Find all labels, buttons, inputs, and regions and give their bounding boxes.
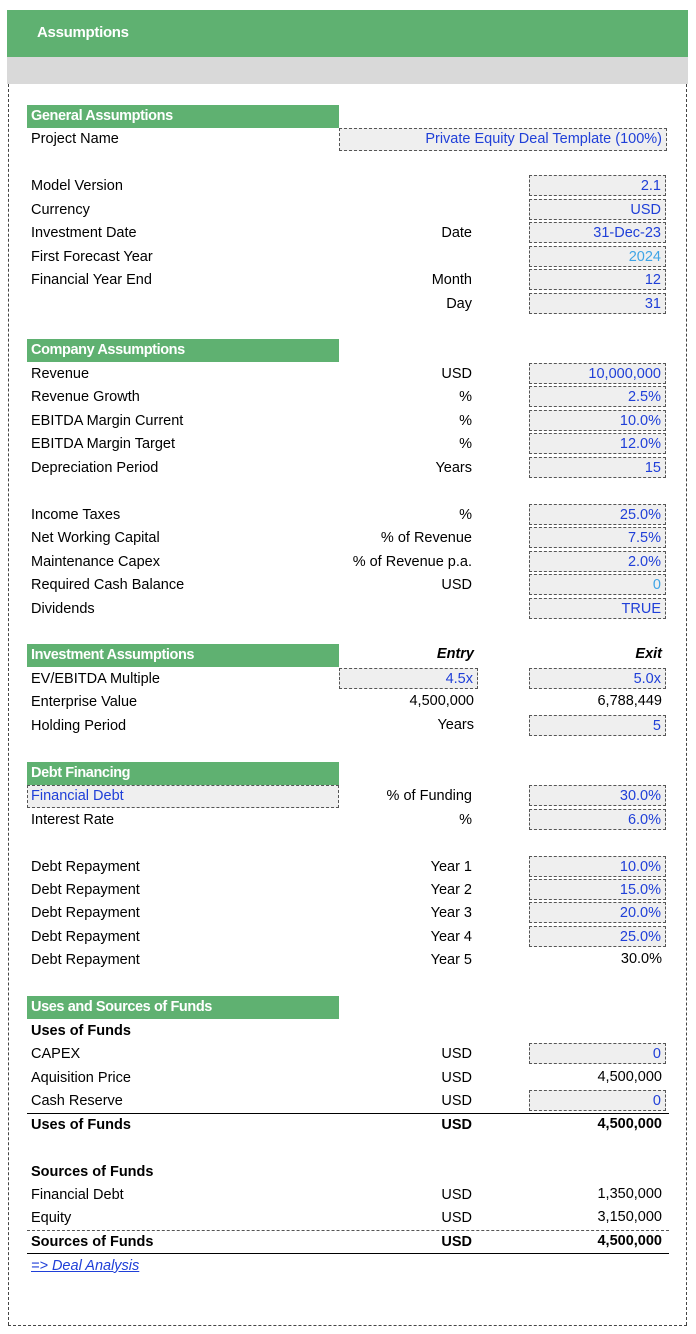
row-label: Holding Period xyxy=(31,718,127,734)
row-sources-title xyxy=(0,1161,696,1184)
row-unit: Year 3 xyxy=(430,905,472,921)
row-enterprise-value xyxy=(0,691,696,714)
source-debt-value: 1,350,000 xyxy=(597,1186,662,1202)
ebitda-margin-target-input[interactable]: 12.0% xyxy=(529,433,666,454)
row-label: Debt Repayment xyxy=(31,859,140,875)
row-label: Debt Repayment xyxy=(31,882,140,898)
section-debt-header: Debt Financing xyxy=(27,762,339,785)
row-dividends xyxy=(0,598,696,621)
row-label: Debt Repayment xyxy=(31,905,140,921)
row-holding-period xyxy=(0,715,696,738)
row-uses-total xyxy=(0,1114,696,1137)
depreciation-period-input[interactable]: 15 xyxy=(529,457,666,478)
sheet-title-bar xyxy=(7,10,688,57)
row-ebitda-margin-current xyxy=(0,410,696,433)
nwc-input[interactable]: 7.5% xyxy=(529,527,666,548)
row-unit: USD xyxy=(441,577,472,593)
row-model-version xyxy=(0,175,696,198)
section-investment-header: Investment Assumptions xyxy=(27,644,339,667)
holding-period-unit: Years xyxy=(437,717,474,733)
sources-total-value: 4,500,000 xyxy=(597,1233,662,1249)
row-label: CAPEX xyxy=(31,1046,81,1062)
row-unit: USD xyxy=(441,366,472,382)
repayment-year1-input[interactable]: 10.0% xyxy=(529,856,666,877)
row-label: Financial Debt xyxy=(31,1187,124,1203)
row-label: EBITDA Margin Current xyxy=(31,413,184,429)
row-unit: % of Revenue xyxy=(380,530,472,546)
row-unit: USD xyxy=(441,1187,472,1203)
row-unit: USD xyxy=(441,1093,472,1109)
header-band xyxy=(7,57,688,84)
row-debt-repayment-5 xyxy=(0,949,696,972)
acquisition-price-value: 4,500,000 xyxy=(597,1069,662,1085)
row-label: Currency xyxy=(31,202,90,218)
row-source-debt xyxy=(0,1184,696,1207)
sources-title: Sources of Funds xyxy=(31,1164,154,1180)
row-label: EV/EBITDA Multiple xyxy=(31,671,160,687)
row-label: Revenue Growth xyxy=(31,389,140,405)
uses-total-value: 4,500,000 xyxy=(597,1116,662,1132)
maintenance-capex-input[interactable]: 2.0% xyxy=(529,551,666,572)
revenue-growth-input[interactable]: 2.5% xyxy=(529,386,666,407)
row-unit: % xyxy=(459,389,472,405)
row-unit: USD xyxy=(441,1234,472,1250)
row-financial-debt xyxy=(0,785,696,808)
fye-month-input[interactable]: 12 xyxy=(529,269,666,290)
row-first-forecast-year xyxy=(0,246,696,269)
interest-rate-input[interactable]: 6.0% xyxy=(529,809,666,830)
row-label: EBITDA Margin Target xyxy=(31,436,175,452)
row-label: Dividends xyxy=(31,601,95,617)
row-label: Equity xyxy=(31,1210,72,1226)
entry-column-header: Entry xyxy=(436,646,474,662)
currency-input[interactable]: USD xyxy=(529,199,666,220)
row-unit: USD xyxy=(441,1070,472,1086)
row-unit: % xyxy=(459,507,472,523)
row-unit: Year 1 xyxy=(430,859,472,875)
row-unit: Years xyxy=(435,460,472,476)
row-unit: % xyxy=(459,413,472,429)
row-source-equity xyxy=(0,1207,696,1230)
model-version-input[interactable]: 2.1 xyxy=(529,175,666,196)
repayment-year3-input[interactable]: 20.0% xyxy=(529,902,666,923)
row-debt-repayment-1 xyxy=(0,856,696,879)
row-debt-repayment-2 xyxy=(0,879,696,902)
row-investment-date xyxy=(0,222,696,245)
row-label: Income Taxes xyxy=(31,507,121,523)
row-label: Aquisition Price xyxy=(31,1070,131,1086)
row-unit: % of Funding xyxy=(386,788,472,804)
row-unit: USD xyxy=(441,1210,472,1226)
row-label: Model Version xyxy=(31,178,123,194)
row-label: Net Working Capital xyxy=(31,530,160,546)
financial-debt-label-cell[interactable]: Financial Debt xyxy=(27,785,339,808)
section-funds-header: Uses and Sources of Funds xyxy=(27,996,339,1019)
row-label: Required Cash Balance xyxy=(31,577,185,593)
income-taxes-input[interactable]: 25.0% xyxy=(529,504,666,525)
row-unit: Date xyxy=(441,225,472,241)
sheet-title: Assumptions xyxy=(37,24,129,41)
row-label: Project Name xyxy=(31,131,119,147)
entry-ev-value: 4,500,000 xyxy=(409,693,474,709)
row-interest-rate xyxy=(0,809,696,832)
row-unit: % xyxy=(459,812,472,828)
financial-debt-input[interactable]: 30.0% xyxy=(529,785,666,806)
row-maintenance-capex xyxy=(0,551,696,574)
row-uses-title xyxy=(0,1020,696,1043)
row-fye-day xyxy=(0,293,696,316)
row-label: First Forecast Year xyxy=(31,249,153,265)
row-unit: Year 4 xyxy=(430,929,472,945)
row-label: Interest Rate xyxy=(31,812,115,828)
uses-title: Uses of Funds xyxy=(31,1023,131,1039)
row-required-cash xyxy=(0,574,696,597)
required-cash-input[interactable]: 0 xyxy=(529,574,666,595)
row-label: Maintenance Capex xyxy=(31,554,160,570)
row-debt-repayment-4 xyxy=(0,926,696,949)
row-label: Sources of Funds xyxy=(31,1234,154,1250)
holding-period-input[interactable]: 5 xyxy=(529,715,666,736)
row-label: Debt Repayment xyxy=(31,952,140,968)
row-label: Financial Year End xyxy=(31,272,152,288)
row-ebitda-margin-target xyxy=(0,433,696,456)
row-unit: Year 5 xyxy=(430,952,472,968)
row-label: Uses of Funds xyxy=(31,1117,131,1133)
row-unit: % of Revenue p.a. xyxy=(352,554,472,570)
row-depreciation-period xyxy=(0,457,696,480)
row-label: Debt Repayment xyxy=(31,929,140,945)
row-unit: USD xyxy=(441,1117,472,1133)
investment-date-input[interactable]: 31-Dec-23 xyxy=(529,222,666,243)
row-ev-ebitda xyxy=(0,668,696,691)
row-cash-reserve xyxy=(0,1090,696,1113)
row-unit: USD xyxy=(441,1046,472,1062)
repayment-year5-value: 30.0% xyxy=(620,951,662,967)
revenue-input[interactable]: 10,000,000 xyxy=(529,363,666,384)
deal-analysis-link[interactable]: => Deal Analysis xyxy=(31,1258,140,1274)
exit-multiple-input[interactable]: 5.0x xyxy=(529,668,666,689)
row-unit: Month xyxy=(431,272,472,288)
row-label: Depreciation Period xyxy=(31,460,159,476)
sources-total-divider xyxy=(27,1253,669,1254)
row-label: Revenue xyxy=(31,366,90,382)
first-forecast-year-cell[interactable]: 2024 xyxy=(529,246,666,267)
capex-input[interactable]: 0 xyxy=(529,1043,666,1064)
ebitda-margin-current-input[interactable]: 10.0% xyxy=(529,410,666,431)
entry-multiple-input[interactable]: 4.5x xyxy=(339,668,478,689)
exit-column-header: Exit xyxy=(635,646,662,662)
row-debt-repayment-3 xyxy=(0,902,696,925)
dividends-input[interactable]: TRUE xyxy=(529,598,666,619)
row-revenue xyxy=(0,363,696,386)
row-financial-year-end xyxy=(0,269,696,292)
row-revenue-growth xyxy=(0,386,696,409)
row-acquisition-price xyxy=(0,1067,696,1090)
section-company-header: Company Assumptions xyxy=(27,339,339,362)
repayment-year4-input[interactable]: 25.0% xyxy=(529,926,666,947)
repayment-year2-input[interactable]: 15.0% xyxy=(529,879,666,900)
row-unit: Year 2 xyxy=(430,882,472,898)
row-sources-total xyxy=(0,1231,696,1254)
row-net-working-capital xyxy=(0,527,696,550)
cash-reserve-input[interactable]: 0 xyxy=(529,1090,666,1111)
row-label: Enterprise Value xyxy=(31,694,138,710)
frame-border-bottom xyxy=(8,1325,687,1326)
project-name-input[interactable]: Private Equity Deal Template (100%) xyxy=(339,128,667,151)
section-general-header: General Assumptions xyxy=(27,105,339,128)
row-income-taxes xyxy=(0,504,696,527)
row-currency xyxy=(0,199,696,222)
fye-day-input[interactable]: 31 xyxy=(529,293,666,314)
row-unit: Day xyxy=(446,296,472,312)
row-label: Cash Reserve xyxy=(31,1093,123,1109)
source-equity-value: 3,150,000 xyxy=(597,1209,662,1225)
exit-ev-value: 6,788,449 xyxy=(597,693,662,709)
row-entry-exit-header xyxy=(0,644,696,667)
row-unit: % xyxy=(459,436,472,452)
row-capex xyxy=(0,1043,696,1066)
row-label: Investment Date xyxy=(31,225,137,241)
